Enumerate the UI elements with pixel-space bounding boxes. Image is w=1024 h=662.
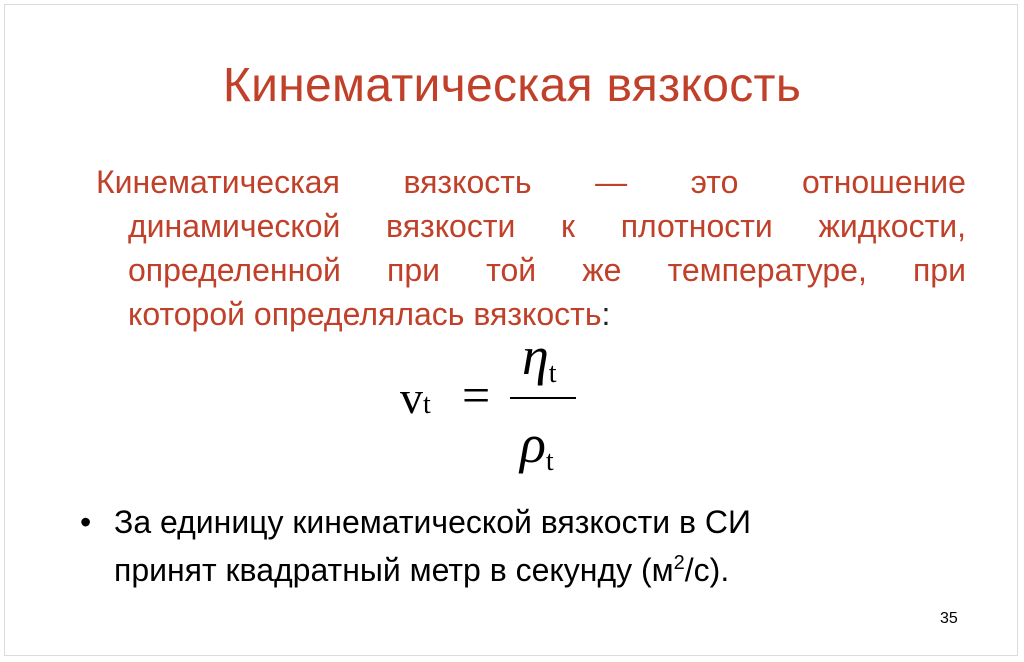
bullet-line-1: За единицу кинематической вязкости в СИ — [114, 504, 751, 540]
definition-line-1 — [96, 160, 966, 204]
formula-numerator — [522, 326, 557, 404]
formula-lhs-symbol: v — [400, 372, 423, 423]
definition-word: вязкости — [386, 208, 516, 244]
formula-fraction-bar — [510, 397, 576, 399]
definition-text: которой определялась вязкость — [128, 296, 602, 332]
page-number: 35 — [940, 610, 958, 627]
bullet-line-2-end: /с). — [684, 552, 730, 588]
definition-word: к — [561, 208, 576, 244]
definition-word: жидкости, — [818, 208, 966, 244]
definition-word: плотности — [620, 208, 773, 244]
formula-denominator — [520, 414, 554, 492]
formula-lhs-subscript: t — [423, 389, 431, 420]
definition-word: же — [582, 252, 622, 288]
definition-line-3 — [128, 248, 966, 292]
definition-colon: : — [601, 296, 611, 332]
bullet-marker: • — [80, 504, 92, 540]
bullet-text — [114, 498, 940, 594]
definition-word: при — [387, 252, 441, 288]
definition-word: — — [595, 164, 628, 200]
formula-denominator-subscript: t — [545, 446, 554, 477]
formula-numerator-subscript: t — [548, 358, 557, 389]
definition-word: вязкость — [403, 164, 532, 200]
definition-word: Кинематическая — [96, 164, 340, 200]
formula-denominator-symbol: ρ — [520, 414, 546, 474]
formula-lhs — [400, 373, 431, 430]
definition-word: это — [690, 164, 739, 200]
definition-paragraph — [96, 160, 966, 336]
definition-word: отношение — [801, 164, 966, 200]
definition-word: определенной — [128, 252, 341, 288]
definition-word: при — [912, 252, 966, 288]
bullet-line-2-start: принят квадратный метр в секунду (м — [114, 552, 674, 588]
definition-word: той — [486, 252, 537, 288]
definition-word: динамической — [128, 208, 341, 244]
formula-equals-sign: = — [462, 367, 491, 423]
definition-line-2 — [128, 204, 966, 248]
slide-title: Кинематическая вязкость — [222, 59, 802, 112]
bullet-superscript: 2 — [673, 552, 685, 574]
formula-numerator-symbol: η — [522, 326, 549, 386]
kinematic-viscosity-formula — [398, 326, 598, 480]
definition-word: температуре, — [667, 252, 867, 288]
bullet-item — [80, 498, 940, 594]
